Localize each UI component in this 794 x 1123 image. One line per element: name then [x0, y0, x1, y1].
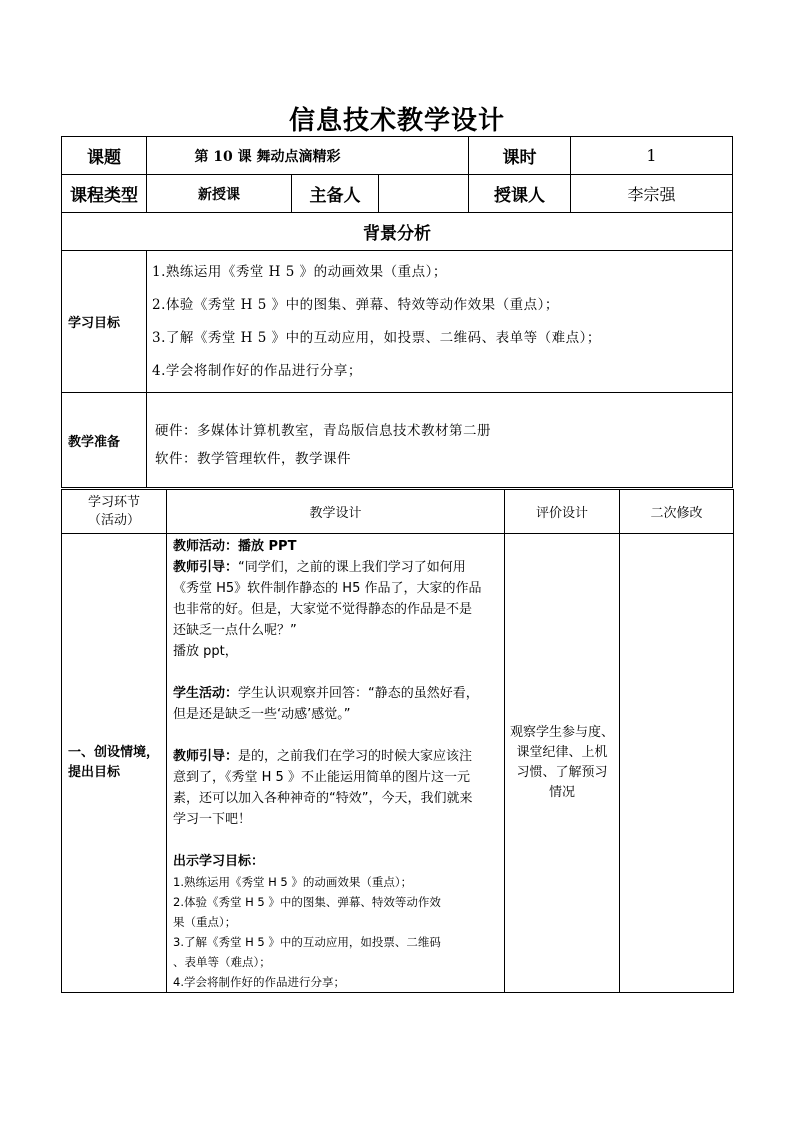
topic-value: 第 10 课 舞动点滴精彩 [147, 137, 469, 175]
teacher-label: 授课人 [469, 175, 571, 213]
prep-label: 教学准备 [62, 393, 147, 488]
course-type-label: 课程类型 [62, 175, 147, 213]
prep-software: 软件：教学管理软件，教学课件 [155, 451, 351, 467]
objectives-label: 学习目标 [62, 251, 147, 393]
stage-1-revise [620, 534, 734, 993]
objective-item: 1.熟练运用《秀堂 H 5 》的动画效果（重点）； [152, 263, 447, 280]
process-table [61, 489, 734, 993]
hours-value: 1 [571, 137, 733, 175]
objective-item: 3.了解《秀堂 H 5 》中的互动应用，如投票、二维码、表单等（难点）； [152, 329, 601, 346]
col-stage-header: 学习环节 （活动） [62, 490, 167, 534]
lesson-info-table [61, 136, 733, 488]
stage-1-design: 教师活动：播放 PPT 教师引导：“同学们，之前的课上我们学习了如何用 《秀堂 H5》软件制作静态的 H5 作品了，大家的作品 也非常的好。但是，大家觉不觉得静态的作品是不是 还缺乏一点什么呢？” 播放 ppt， 学生活动：学生认识观察并回答：“静态的虽然好看， 但是还是缺乏一些‘动感’感觉。” 教师引导：是的，之前我们在学习的时候大家应该注 意到了，《秀堂 H 5 》不止能运用简单的图片这一元 素，还可以加入各种神奇的“特效”，今天，我们就来 学习一下吧！ 出示学习目标： 1.熟练运用《秀堂 H 5 》的动画效果（重点）； 2.体验《秀堂 H 5 》中的图集、弹幕、特效等动作效 果（重点）； 3.了解《秀堂 H 5 》中的互动应用，如投票、二维码 、表单等（难点）； 4.学会将制作好的作品进行分享； [167, 534, 505, 993]
col-eval-header: 评价设计 [505, 490, 620, 534]
hours-label: 课时 [469, 137, 571, 175]
topic-label: 课题 [62, 137, 147, 175]
preparer-label: 主备人 [292, 175, 379, 213]
course-type-value: 新授课 [147, 175, 292, 213]
objectives-list [147, 251, 733, 393]
stage-1-eval: 观察学生参与度、 课堂纪律、上机 习惯、了解预习 情况 [505, 534, 620, 993]
objective-item: 2.体验《秀堂 H 5 》中的图集、弹幕、特效等动作效果（重点）； [152, 296, 559, 313]
prep-hardware: 硬件：多媒体计算机教室，青岛版信息技术教材第二册 [155, 423, 491, 439]
objective-item: 4.学会将制作好的作品进行分享； [152, 362, 362, 379]
teacher-value: 李宗强 [571, 175, 733, 213]
prep-list [147, 393, 733, 488]
stage-1-label: 一、创设情境， 提出目标 [62, 534, 167, 993]
background-heading: 背景分析 [62, 213, 733, 251]
preparer-value [379, 175, 469, 213]
col-revise-header: 二次修改 [620, 490, 734, 534]
page-title: 信息技术教学设计 [288, 106, 505, 136]
col-design-header: 教学设计 [167, 490, 505, 534]
